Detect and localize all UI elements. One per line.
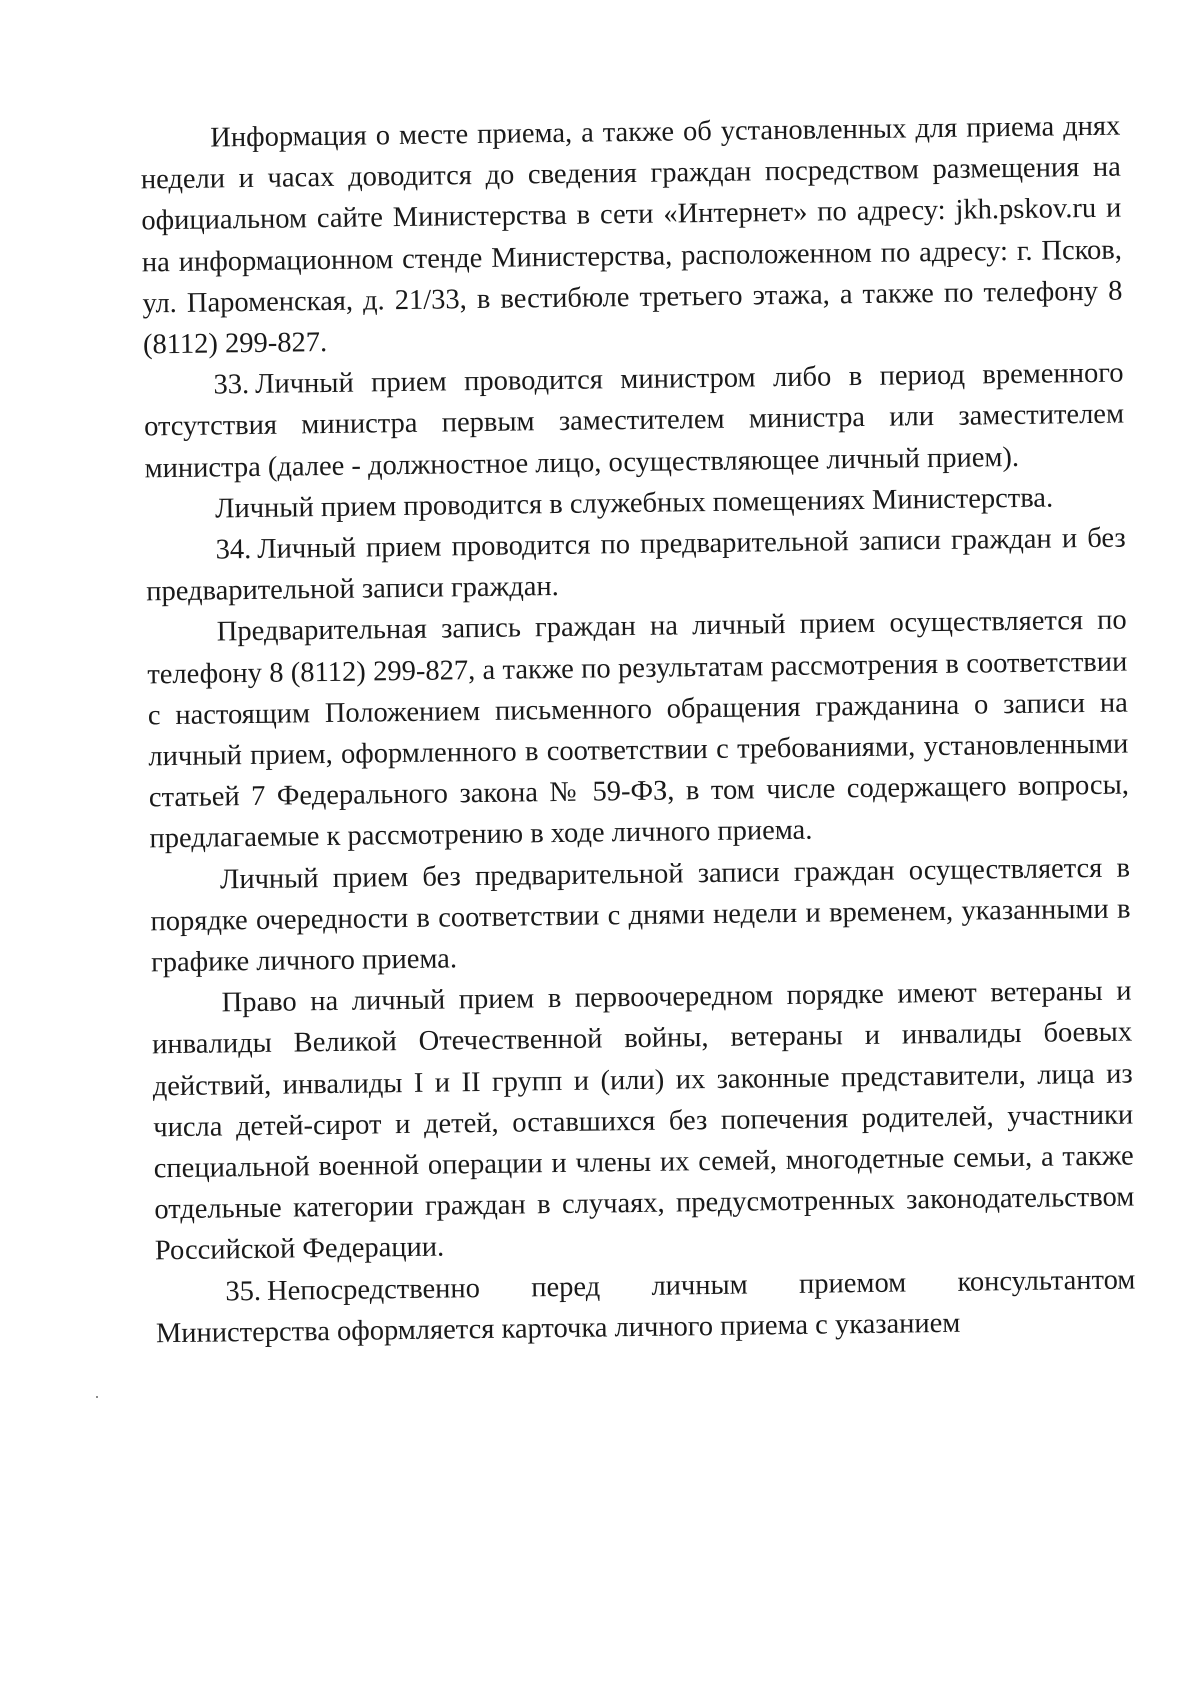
- paragraph-35: [155, 1259, 1136, 1354]
- paragraph-number: 35.: [225, 1275, 262, 1308]
- paragraph-text: Информация о месте приема, а также об установленных для приема днях недели и часах доводится до сведения граждан посредством размещения на официальном сайте Министерства в сети «Интернет» по адресу: jkh.pskov.ru и на информационном стенде Министерства, расположенном по адресу: г. Псков, ул. Пароменская, д. 21/33, в вестибюле третьего этажа, а также по телефону 8 (8112) 299-827.: [140, 110, 1123, 361]
- paragraph-info-reception: [140, 106, 1123, 366]
- paragraph-34-priority: [151, 971, 1135, 1272]
- paragraph-text: Личный прием без предварительной записи граждан осуществляется в порядке очередности в соответствии с днями недели и временем, указанными в графике личного приема.: [150, 852, 1131, 979]
- paragraph-34-appointment: [147, 600, 1130, 860]
- paragraph-number: 33.: [213, 369, 250, 401]
- paragraph-text: Личный прием проводится министром либо в период временного отсутствия министра первым заместителем министра или заместителем министра (далее - должностное лицо, осуществляющее личный прием).: [143, 357, 1125, 485]
- paragraph-text: Предварительная запись граждан на личный прием осуществляется по телефону 8 (8112) 299-827, а также по результатам рассмотрения в соответствии с настоящим Положением письменного обращения гражданина о записи на личный прием, оформленного в соответствии с требованиями, установленными статьей 7 Федерального закона № 59-ФЗ, в том числе содержащего вопросы, предлагаемые к рассмотрению в ходе личного приема.: [147, 604, 1130, 855]
- paragraph-text: Право на личный прием в первоочередном порядке имеют ветераны и инвалиды Великой Отечественной войны, ветераны и инвалиды боевых действий, инвалиды I и II групп и (или) их законные представители, лица из числа детей-сирот и детей, оставшихся без попечения родителей, участники специальной военной операции и члены их семей, многодетные семьи, а также отдельные категории граждан в случаях, предусмотренных законодательством Российской Федерации.: [151, 975, 1135, 1267]
- paragraph-33: [143, 353, 1125, 489]
- paragraph-text: Личный прием проводится в служебных помещениях Министерства.: [214, 482, 1054, 525]
- scan-speck: [96, 1396, 98, 1398]
- paragraph-number: 34.: [215, 534, 252, 566]
- paragraph-34-no-appointment: [150, 847, 1132, 983]
- paragraph-text: Непосредственно перед личным приемом консультантом Министерства оформляется карточка личного приема с указанием: [155, 1264, 1136, 1350]
- paragraph-34: [145, 518, 1126, 613]
- document-text: [140, 106, 1136, 1355]
- paragraph-text: Личный прием проводится по предварительной записи граждан и без предварительной записи граждан.: [146, 522, 1126, 608]
